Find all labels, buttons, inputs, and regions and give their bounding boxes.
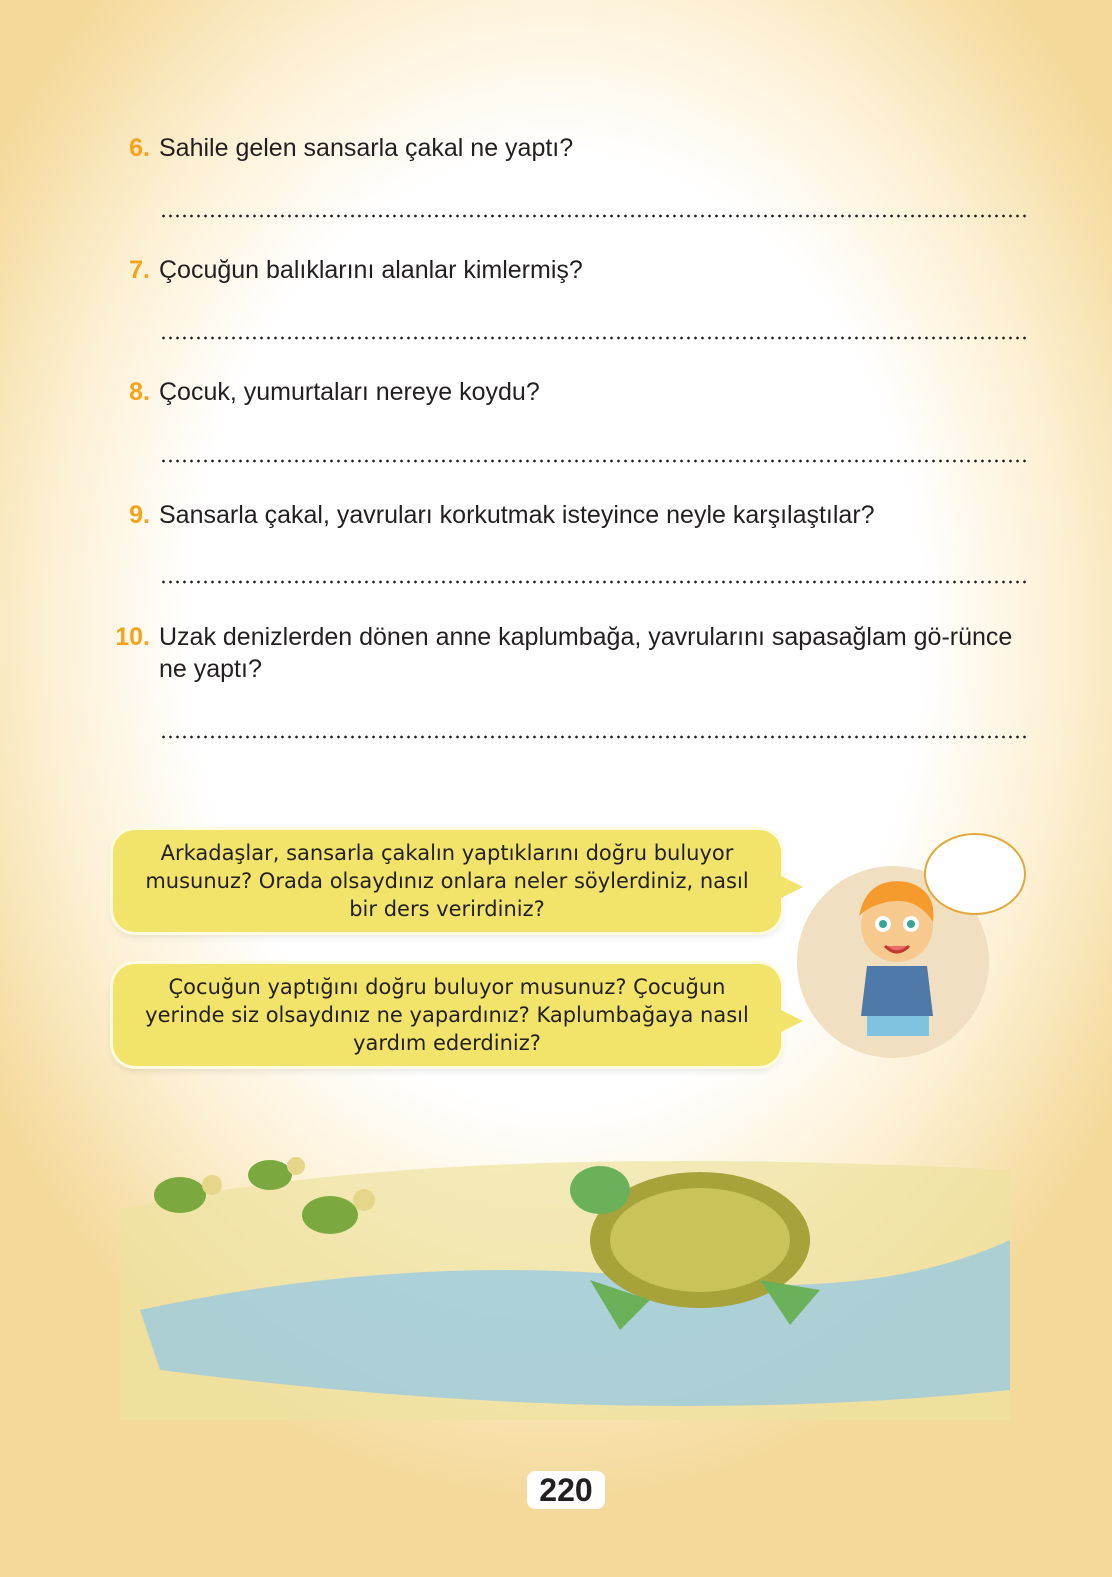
answer-line[interactable] xyxy=(160,336,1026,340)
question-number: 8. xyxy=(129,378,150,406)
answer-line[interactable] xyxy=(160,735,1026,739)
question-number: 10. xyxy=(115,623,150,651)
empty-thought-bubble xyxy=(924,833,1026,915)
turtles-illustration xyxy=(120,1130,1010,1420)
answer-line[interactable] xyxy=(160,214,1026,218)
question-number: 7. xyxy=(129,256,150,284)
page-number: 220 xyxy=(527,1471,605,1509)
question-text: Çocuk, yumurtaları nereye koydu? xyxy=(159,378,540,406)
answer-line[interactable] xyxy=(160,580,1026,584)
speech-bubble-1: Arkadaşlar, sansarla çakalın yaptıklarını doğru buluyor musunuz? Orada olsaydınız onlara neler söylerdiniz, nasıl bir ders verirdiniz? xyxy=(113,830,781,932)
speech-bubble-2: Çocuğun yaptığını doğru buluyor musunuz? Çocuğun yerinde siz olsaydınız ne yapardınız? Kaplumbağaya nasıl yardım ederdiniz? xyxy=(113,964,781,1066)
question-number: 6. xyxy=(129,134,150,162)
answer-line[interactable] xyxy=(160,459,1026,463)
question-text: Çocuğun balıklarını alanlar kimlermiş? xyxy=(159,256,583,284)
question-text: Uzak denizlerden dönen anne kaplumbağa, yavrularını sapasağlam gö-rünce ne yaptı? xyxy=(159,623,1013,683)
question-text: Sansarla çakal, yavruları korkutmak isteyince neyle karşılaştılar? xyxy=(159,501,875,529)
question-text: Sahile gelen sansarla çakal ne yaptı? xyxy=(159,134,574,162)
question-number: 9. xyxy=(129,501,150,529)
